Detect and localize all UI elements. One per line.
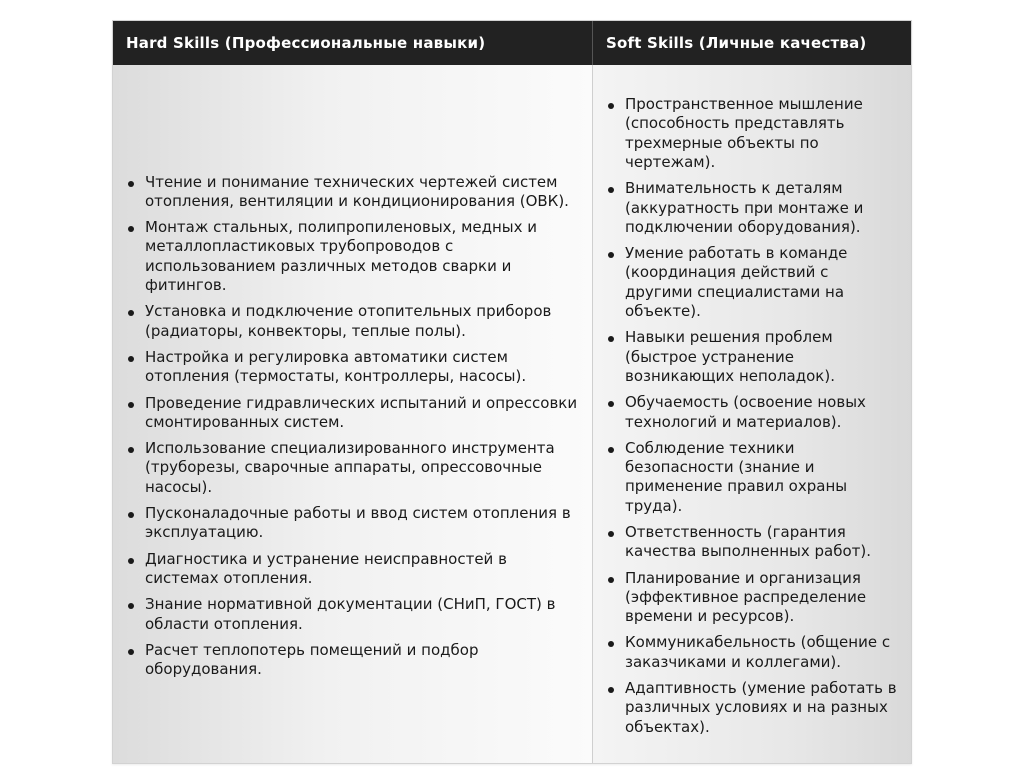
bullet-icon [608, 641, 614, 647]
soft-skills-list [605, 95, 899, 737]
bullet-icon [128, 447, 134, 453]
bullet-icon [608, 252, 614, 258]
soft-skill-text: Пространственное мышление (способность представлять трехмерные объекты по чертежам). [625, 95, 863, 171]
soft-skill-text: Коммуникабельность (общение с заказчиками и коллегами). [625, 633, 891, 671]
soft-skill-text: Умение работать в команде (координация действий с другими специалистами на объекте). [625, 244, 848, 321]
soft-skill-text: Обучаемость (освоение новых технологий и материалов). [625, 393, 866, 431]
soft-skill-text: Ответственность (гарантия качества выполненных работ). [625, 522, 872, 561]
hard-skill-text: Установка и подключение отопительных приборов (радиаторы, конвекторы, теплые полы). [145, 302, 552, 340]
soft-skills-cell [593, 65, 911, 763]
hard-skill-item [125, 218, 578, 295]
soft-skill-item [605, 393, 899, 432]
column-header-soft-skills: Soft Skills (Личные качества) [606, 34, 867, 52]
soft-skill-item [605, 95, 899, 172]
hard-skill-item [125, 504, 578, 543]
table-header [113, 21, 911, 65]
hard-skill-item [125, 173, 578, 212]
bullet-icon [608, 103, 614, 109]
hard-skills-list [125, 173, 578, 680]
bullet-icon [608, 577, 614, 583]
soft-skill-item [605, 179, 899, 237]
bullet-icon [128, 181, 134, 187]
soft-skill-text: Адаптивность (умение работать в различных условиях и на разных объектах). [625, 679, 897, 736]
hard-skill-item [125, 550, 578, 589]
hard-skill-item [125, 439, 578, 497]
soft-skill-item [605, 679, 899, 737]
bullet-icon [608, 336, 614, 342]
soft-skill-text: Навыки решения проблем (быстрое устранение возникающих неполадок). [625, 328, 835, 385]
hard-skill-item [125, 394, 578, 433]
hard-skill-text: Настройка и регулировка автоматики систем отопления (термостаты, контроллеры, насосы). [145, 347, 527, 386]
bullet-icon [128, 356, 134, 362]
hard-skill-item [125, 348, 578, 387]
skills-table [112, 20, 912, 764]
soft-skill-item [605, 244, 899, 321]
column-header-hard-skills: Hard Skills (Профессиональные навыки) [113, 21, 593, 65]
bullet-icon [608, 531, 614, 537]
hard-skill-item [125, 641, 578, 680]
soft-skill-text: Внимательность к деталям (аккуратность при монтаже и подключении оборудования). [625, 179, 864, 236]
soft-skill-text: Планирование и организация (эффективное распределение времени и ресурсов). [625, 568, 867, 626]
bullet-icon [128, 402, 134, 408]
bullet-icon [608, 187, 614, 193]
hard-skill-item [125, 302, 578, 341]
hard-skill-text: Пусконаладочные работы и ввод систем отопления в эксплуатацию. [145, 504, 571, 542]
hard-skill-text: Расчет теплопотерь помещений и подбор оборудования. [145, 640, 479, 679]
soft-skill-text: Соблюдение техники безопасности (знание и применение правил охраны труда). [625, 438, 848, 515]
soft-skill-item [605, 633, 899, 672]
bullet-icon [608, 687, 614, 693]
hard-skill-text: Знание нормативной документации (СНиП, ГОСТ) в области отопления. [145, 595, 556, 633]
bullet-icon [608, 447, 614, 453]
hard-skill-text: Проведение гидравлических испытаний и опрессовки смонтированных систем. [145, 393, 578, 431]
hard-skill-text: Чтение и понимание технических чертежей систем отопления, вентиляции и кондиционирования (ОВК). [145, 172, 569, 210]
bullet-icon [128, 649, 134, 655]
hard-skill-text: Монтаж стальных, полипропиленовых, медных и металлопластиковых трубопроводов с использованием различных методов сварки и фитингов. [145, 218, 538, 295]
hard-skill-item [125, 595, 578, 634]
bullet-icon [128, 226, 134, 232]
bullet-icon [608, 401, 614, 407]
bullet-icon [128, 512, 134, 518]
bullet-icon [128, 558, 134, 564]
table-body [113, 65, 911, 763]
soft-skill-item [605, 439, 899, 516]
hard-skill-text: Диагностика и устранение неисправностей в системах отопления. [145, 549, 507, 587]
soft-skill-item [605, 523, 899, 562]
bullet-icon [128, 310, 134, 316]
soft-skill-item [605, 328, 899, 386]
bullet-icon [128, 603, 134, 609]
soft-skill-item [605, 569, 899, 627]
hard-skills-cell [113, 65, 593, 763]
hard-skill-text: Использование специализированного инструмента (труборезы, сварочные аппараты, опрессовочные насосы). [145, 439, 555, 496]
